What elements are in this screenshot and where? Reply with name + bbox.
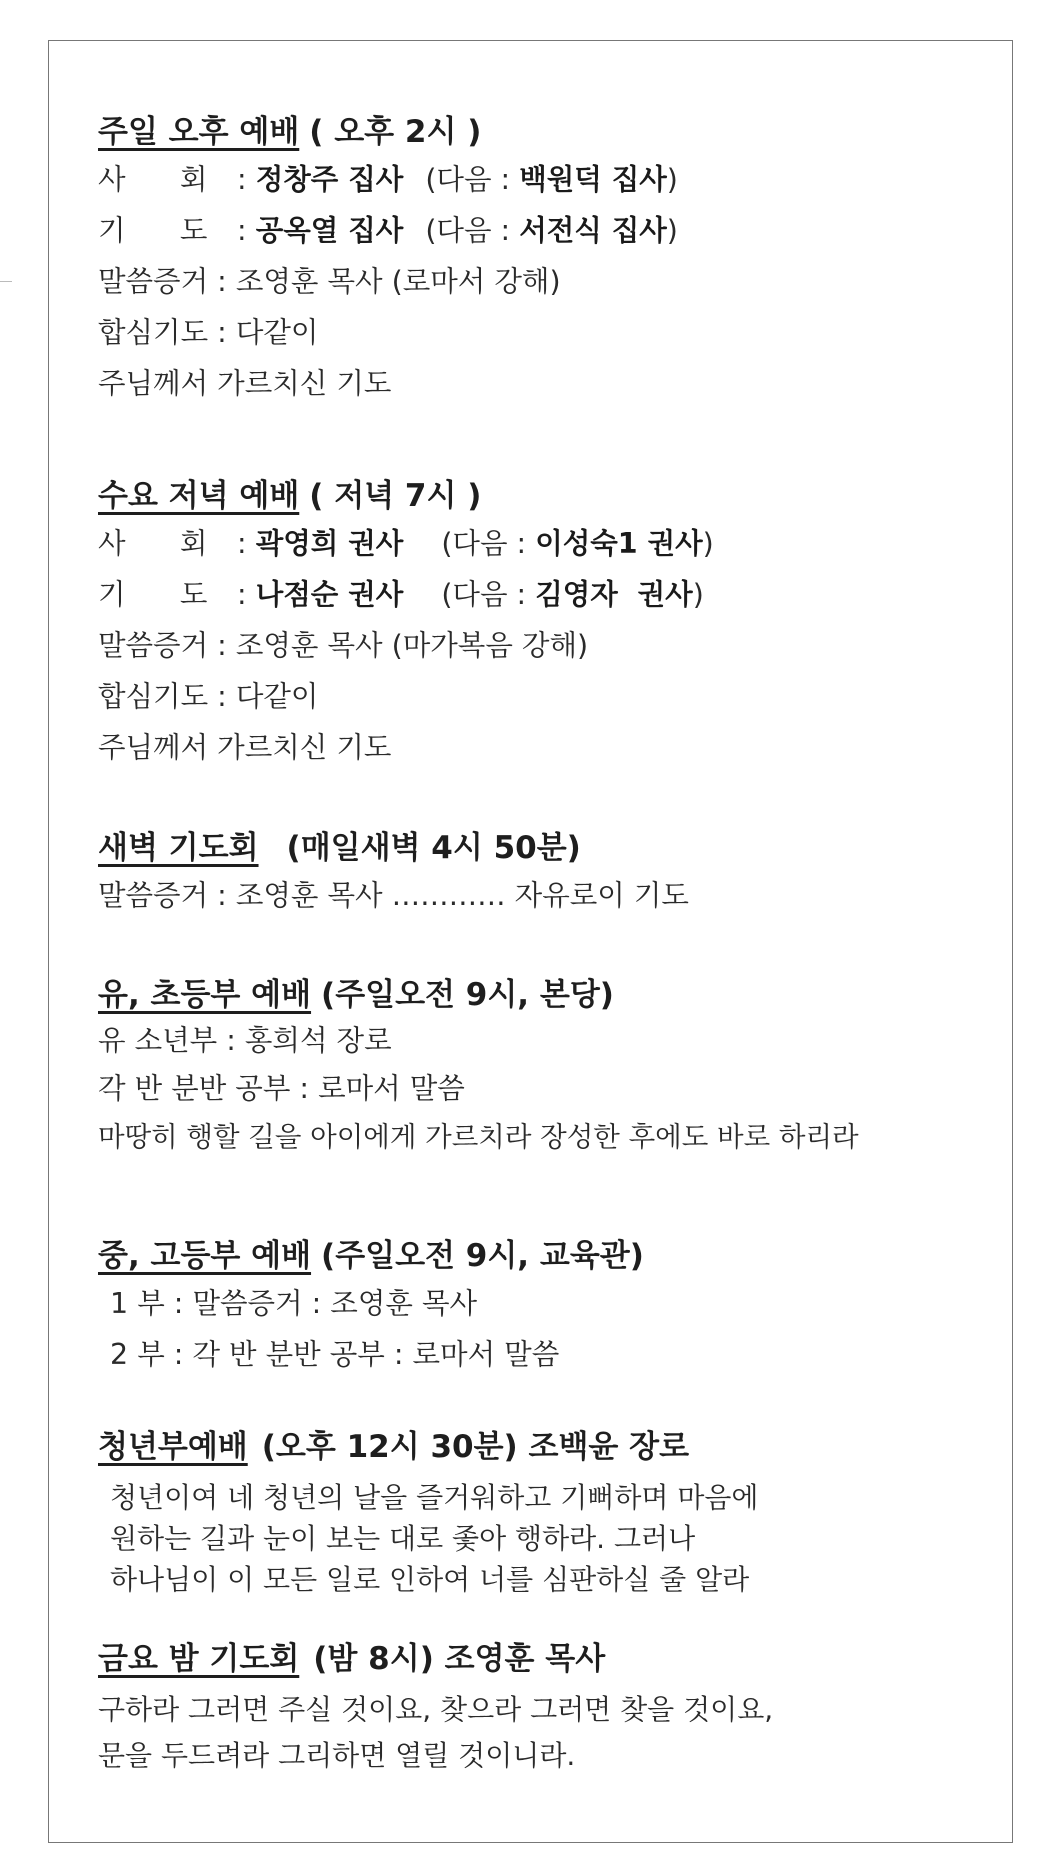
scripture-verse-line: 문을 두드려라 그리하면 열릴 것이니라. (98, 1739, 576, 1772)
section-heading (98, 973, 988, 1017)
next-prayer-leader-name: 김영자 권사 (535, 578, 693, 611)
next-presider-name: 이성숙1 권사 (535, 527, 703, 560)
presider-row: 사 회 : 곽영희 권사 (다음 : 이성숙1 권사) (98, 527, 714, 560)
scripture-verse-line: 원하는 길과 눈이 보는 대로 좇아 행하라. 그러나 (110, 1522, 696, 1555)
scan-margin-mark (0, 281, 12, 282)
friday-night-prayer-meeting (98, 1637, 988, 1779)
young-adult-service (98, 1425, 988, 1600)
prayer-row: 기 도 : 공옥열 집사 (다음 : 서전식 집사) (98, 214, 678, 247)
elementary-service (98, 973, 988, 1161)
section-time: ( 오후 2시 ) (309, 114, 482, 150)
section-title: 유, 초등부 예배 (98, 977, 312, 1013)
section-time: (매일새벽 4시 50분) (286, 830, 581, 866)
part-two-row: 2 부 : 각 반 분반 공부 : 로마서 말씀 (110, 1338, 560, 1371)
section-title: 주일 오후 예배 (98, 114, 300, 150)
section-heading (98, 110, 988, 154)
scripture-verse: 마땅히 행할 길을 아이에게 가르치라 장성한 후에도 바로 하리라 (98, 1121, 859, 1153)
wednesday-evening-service (98, 474, 988, 773)
next-prayer-leader-name: 서전식 집사 (519, 214, 667, 247)
presider-name: 정창주 집사 (255, 163, 404, 196)
section-time: (오후 12시 30분) 조백윤 장로 (261, 1429, 690, 1465)
prayer-leader-name: 나점순 권사 (255, 578, 404, 611)
prayer-leader-name: 공옥열 집사 (255, 214, 404, 247)
unison-prayer-row: 합심기도 : 다같이 (98, 316, 319, 349)
section-title: 청년부예배 (98, 1429, 248, 1465)
dawn-prayer-meeting (98, 826, 988, 921)
sermon-row: 말씀증거 : 조영훈 목사 (로마서 강해) (98, 265, 561, 298)
section-heading (98, 1234, 988, 1278)
leader-row: 유 소년부 : 홍희석 장로 (98, 1024, 392, 1057)
prayer-row: 기 도 : 나점순 권사 (다음 : 김영자 권사) (98, 578, 704, 611)
sermon-row: 말씀증거 : 조영훈 목사 ………… 자유로이 기도 (98, 879, 689, 912)
part-one-row: 1 부 : 말씀증거 : 조영훈 목사 (110, 1287, 478, 1320)
scripture-verse-line: 하나님이 이 모든 일로 인하여 너를 심판하실 줄 알라 (110, 1563, 750, 1596)
section-time: (주일오전 9시, 본당) (321, 977, 614, 1013)
scripture-verse-line: 구하라 그러면 주실 것이요, 찾으라 그러면 찾을 것이요, (98, 1693, 774, 1726)
study-row: 각 반 분반 공부 : 로마서 말씀 (98, 1072, 465, 1105)
youth-service (98, 1234, 988, 1380)
section-title: 중, 고등부 예배 (98, 1238, 312, 1274)
scripture-verse-line: 청년이여 네 청년의 날을 즐거워하고 기뻐하며 마음에 (110, 1481, 759, 1514)
sermon-row: 말씀증거 : 조영훈 목사 (마가복음 강해) (98, 629, 589, 662)
section-title: 새벽 기도회 (98, 830, 259, 866)
presider-name: 곽영희 권사 (255, 527, 404, 560)
section-time: ( 저녁 7시 ) (309, 478, 482, 514)
section-title: 금요 밤 기도회 (98, 1641, 300, 1677)
section-heading (98, 474, 988, 518)
section-time: (주일오전 9시, 교육관) (321, 1238, 644, 1274)
section-time: (밤 8시) 조영훈 목사 (313, 1641, 606, 1677)
section-heading (98, 826, 988, 870)
sunday-afternoon-service (98, 110, 988, 409)
lords-prayer-row: 주님께서 가르치신 기도 (98, 731, 392, 764)
presider-row: 사 회 : 정창주 집사 (다음 : 백원덕 집사) (98, 163, 678, 196)
section-title: 수요 저녁 예배 (98, 478, 300, 514)
unison-prayer-row: 합심기도 : 다같이 (98, 680, 319, 713)
next-presider-name: 백원덕 집사 (519, 163, 667, 196)
lords-prayer-row: 주님께서 가르치신 기도 (98, 367, 392, 400)
section-heading (98, 1637, 988, 1681)
section-heading (98, 1425, 988, 1469)
